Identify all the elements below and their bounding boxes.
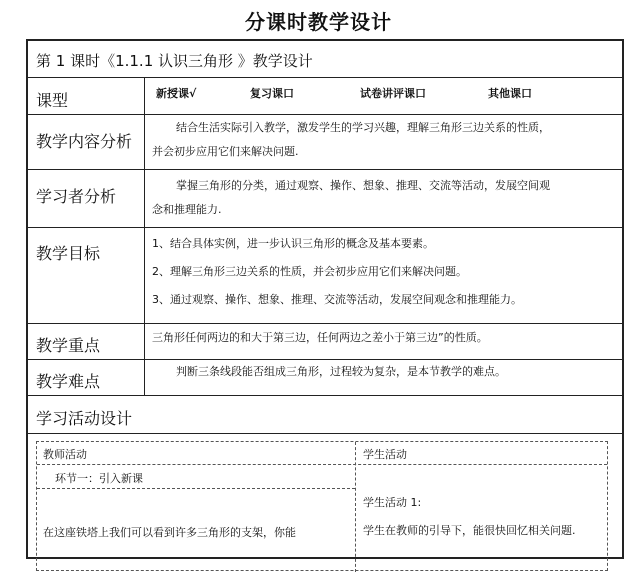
student-activity-header: 学生活动 — [363, 448, 407, 461]
type-option-exam-review: 试卷讲评课口 — [360, 87, 426, 100]
student-activity-text: 学生在教师的引导下，能很快回忆相关问题. — [363, 524, 576, 537]
learner-analysis-label: 学习者分析 — [36, 187, 117, 206]
difficulty-label: 教学难点 — [36, 372, 101, 391]
activity-table — [36, 441, 608, 571]
row-divider — [28, 114, 622, 115]
activity-column-divider — [355, 442, 356, 572]
student-activity-title: 学生活动 1: — [363, 496, 422, 509]
activity-row-divider — [37, 488, 355, 489]
type-option-review: 复习课口 — [250, 87, 294, 100]
teacher-activity-header: 教师活动 — [43, 448, 87, 461]
column-divider — [144, 77, 145, 395]
row-divider — [28, 169, 622, 170]
teacher-activity-text: 在这座铁塔上我们可以看到许多三角形的支架，你能 — [43, 526, 296, 539]
activity-row-divider — [37, 464, 607, 465]
lesson-header: 第 1 课时《1.1.1 认识三角形 》教学设计 — [36, 52, 313, 70]
row-divider — [28, 77, 622, 78]
activities-label: 学习活动设计 — [36, 409, 133, 428]
key-point-label: 教学重点 — [36, 336, 101, 355]
row-divider — [28, 323, 622, 324]
lesson-design-table — [26, 39, 624, 559]
row-divider — [28, 433, 622, 434]
difficulty-text: 判断三条线段能否组成三角形，过程较为复杂，是本节教学的难点。 — [176, 365, 506, 378]
key-point-text: 三角形任何两边的和大于第三边，任何两边之差小于第三边”的性质。 — [152, 331, 488, 344]
goal-item-2: 2、理解三角形三边关系的性质，并会初步应用它们来解决问题。 — [152, 265, 467, 278]
content-analysis-label: 教学内容分析 — [36, 132, 133, 151]
document-title: 分课时教学设计 — [245, 10, 392, 34]
content-analysis-line-1: 结合生活实际引入教学，激发学生的学习兴趣，理解三角形三边关系的性质， — [176, 121, 550, 134]
row-divider — [28, 359, 622, 360]
row-divider — [28, 227, 622, 228]
step-one-label: 环节一：引入新课 — [55, 472, 143, 485]
type-label: 课型 — [36, 91, 69, 110]
goal-item-3: 3、通过观察、操作、想象、推理、交流等活动，发展空间观念和推理能力。 — [152, 293, 522, 306]
goal-item-1: 1、结合具体实例，进一步认识三角形的概念及基本要素。 — [152, 237, 434, 250]
content-analysis-line-2: 并会初步应用它们来解决问题. — [152, 145, 299, 158]
learner-analysis-line-1: 掌握三角形的分类，通过观察、操作、想象、推理、交流等活动，发展空间观 — [176, 179, 550, 192]
row-divider — [28, 395, 622, 396]
goals-label: 教学目标 — [36, 244, 101, 263]
learner-analysis-line-2: 念和推理能力. — [152, 203, 222, 216]
type-option-new: 新授课√ — [156, 87, 197, 100]
type-option-other: 其他课口 — [488, 87, 532, 100]
